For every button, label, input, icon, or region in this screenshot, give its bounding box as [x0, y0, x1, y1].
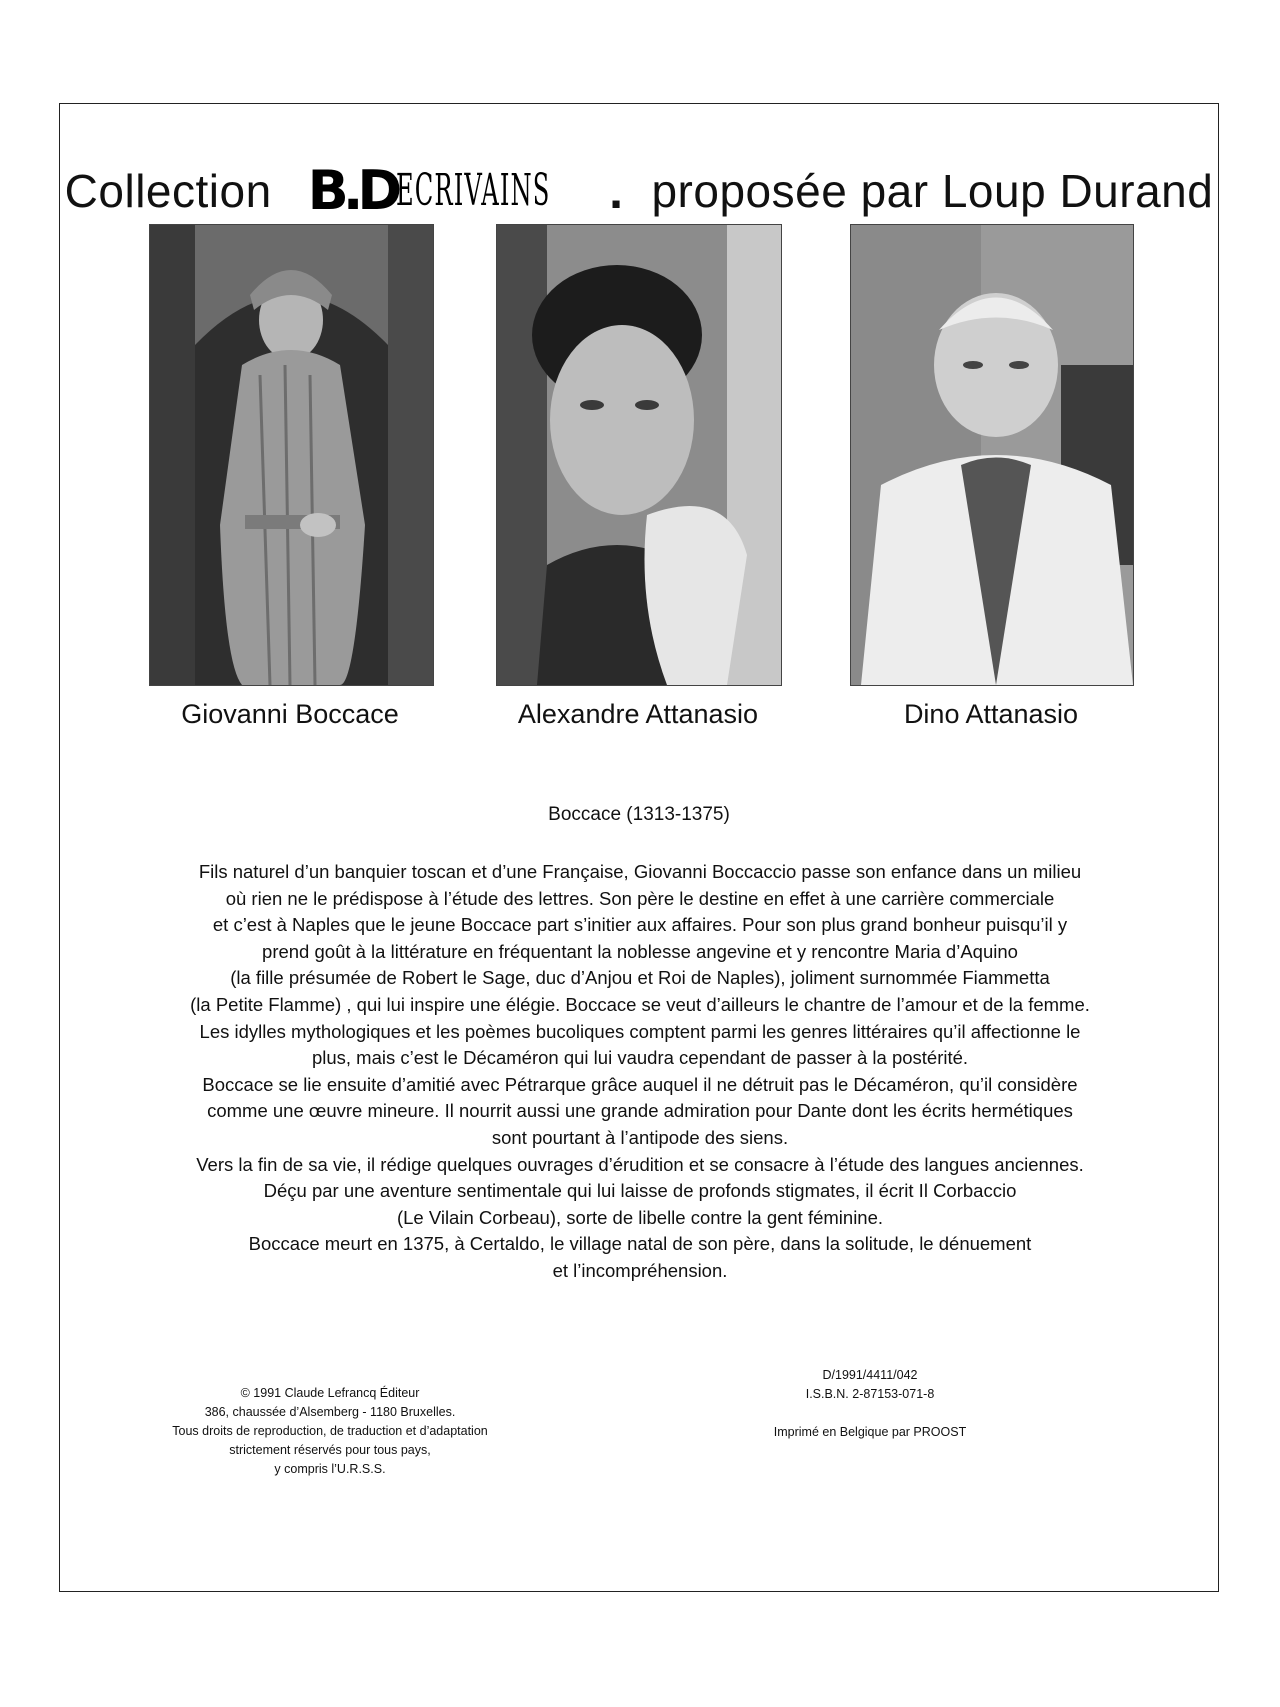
biography-text [130, 859, 1150, 1285]
bio-line: Vers la fin de sa vie, il rédige quelques ouvrages d’érudition et se consacre à l’étude des langues anciennes. [196, 1153, 1084, 1175]
copyright-line: 386, chaussée d’Alsemberg - 1180 Bruxelles. [204, 1405, 456, 1419]
page-frame [59, 103, 1219, 1592]
legal-deposit-block [750, 1366, 990, 1442]
collection-header [60, 159, 1218, 222]
portrait-photo-alexandre-attanasio [496, 224, 782, 686]
printer-credit: Imprimé en Belgique par PROOST [773, 1425, 967, 1439]
bio-line: sont pourtant à l’antipode des siens. [491, 1126, 789, 1148]
bio-line: comme une œuvre mineure. Il nourrit aussi une grande admiration pour Dante dont les écrits hermétiques [207, 1100, 1073, 1122]
copyright-line: © 1991 Claude Lefrancq Éditeur [240, 1386, 420, 1400]
bio-line: (Le Vilain Corbeau), sorte de libelle contre la gent féminine. [396, 1206, 884, 1228]
bio-line: Boccace meurt en 1375, à Certaldo, le village natal de son père, dans la solitude, le dénuement [248, 1233, 1032, 1255]
bio-line: où rien ne le prédispose à l’étude des lettres. Son père le destine en effet à une carrière commerciale [225, 887, 1055, 909]
copyright-line: y compris l’U.R.S.S. [274, 1462, 386, 1476]
legal-deposit: D/1991/4411/042 [822, 1368, 918, 1382]
collection-label: Collection [64, 164, 272, 217]
bio-heading: Boccace (1313-1375) [548, 804, 730, 825]
bio-line: (la fille présumée de Robert le Sage, duc d’Anjou et Roi de Naples), joliment surnommée Fiammetta [230, 967, 1050, 989]
bio-line: et l’incompréhension. [552, 1259, 728, 1281]
portrait-caption: Dino Attanasio [903, 699, 1079, 729]
logo-bd: B.D [307, 159, 397, 222]
bd-ecrivains-logo [308, 159, 624, 222]
isbn: I.S.B.N. 2-87153-071-8 [805, 1387, 935, 1401]
logo-ecrivains: ECRIVAINS [396, 165, 551, 216]
spacer [750, 1404, 990, 1423]
portrait-caption: Giovanni Boccace [181, 699, 399, 729]
bio-line: et c’est à Naples que le jeune Boccace part s’initier aux affaires. Pour son plus grand bonheur puisqu’il y [212, 914, 1068, 936]
bio-line: plus, mais c’est le Décaméron qui lui vaudra cependant de passer à la postérité. [311, 1047, 969, 1069]
bio-line: Fils naturel d’un banquier toscan et d’une Française, Giovanni Boccaccio passe son enfance dans un milieu [198, 861, 1082, 882]
portrait-caption: Alexandre Attanasio [517, 699, 759, 729]
bio-line: prend goût à la littérature en fréquentant la noblesse angevine et y rencontre Maria d’Aquino [262, 940, 1018, 962]
bio-line: (la Petite Flamme) , qui lui inspire une élégie. Boccace se veut d’ailleurs le chantre de l’amour et de la femme. [190, 993, 1090, 1015]
copyright-line: Tous droits de reproduction, de traduction et d’adaptation [172, 1424, 488, 1438]
portrait-photo-boccace [149, 224, 434, 686]
bio-line: Les idylles mythologiques et les poèmes bucoliques comptent parmi les genres littéraires qu’il affectionne le [199, 1020, 1081, 1042]
logo-dot: . [609, 162, 624, 219]
copyright-line: strictement réservés pour tous pays, [229, 1443, 431, 1457]
bio-line: Déçu par une aventure sentimentale qui lui laisse de profonds stigmates, il écrit Il Corbaccio [263, 1180, 1017, 1202]
bio-line: Boccace se lie ensuite d’amitié avec Pétrarque grâce auquel il ne détruit pas le Décaméron, qu’il considère [202, 1073, 1078, 1095]
copyright-notice [120, 1384, 540, 1479]
proposed-by: proposée par Loup Durand [651, 164, 1214, 217]
portrait-photo-dino-attanasio [850, 224, 1134, 686]
